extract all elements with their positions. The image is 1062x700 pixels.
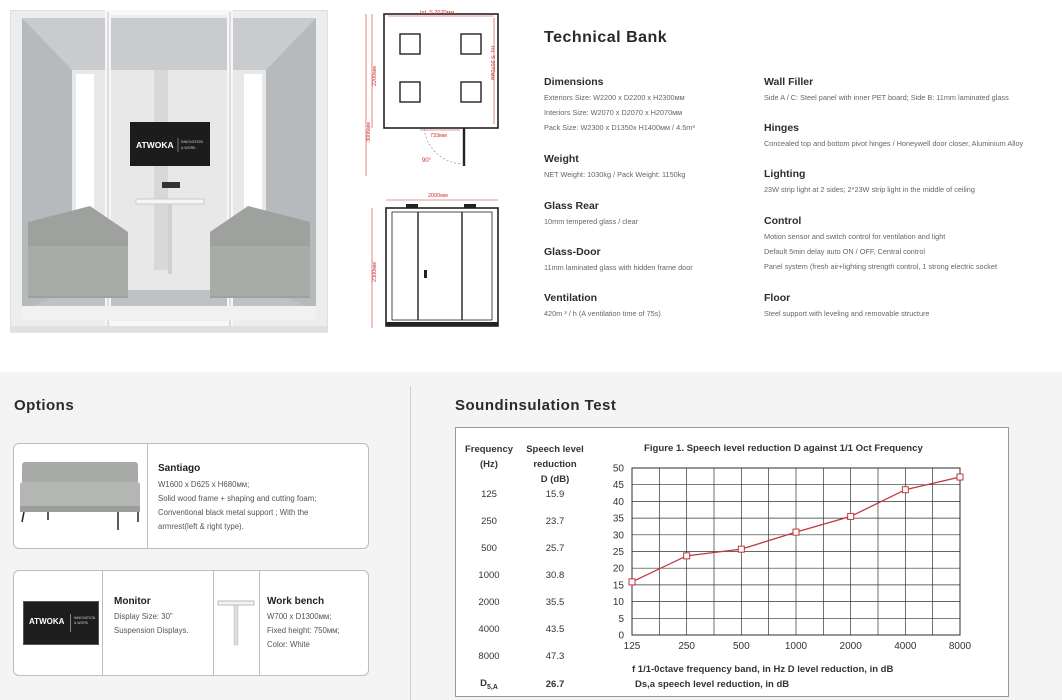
- data-point: [629, 579, 635, 585]
- spec-line: NET Weight: 1030kg / Pack Weight: 1150kg: [544, 170, 686, 179]
- front-width-label: 2000мм: [428, 193, 448, 199]
- chart-title: Figure 1. Speech level reduction D against 1/1 Oct Frequency: [644, 443, 923, 454]
- frequency-cell: 4000: [478, 624, 500, 635]
- x-tick-label: 4000: [894, 641, 917, 652]
- data-point: [957, 474, 963, 480]
- spec-line: 420m ³ / h (A ventilation time of 75s): [544, 309, 661, 318]
- technical-bank-title: Technical Bank: [544, 29, 668, 46]
- workbench-line: Color: White: [267, 640, 310, 649]
- dsa-label: $D_{5,A}$: [480, 678, 498, 691]
- santiago-line: Conventional black metal support ; With the: [158, 508, 309, 517]
- dsa-value: 26.7: [545, 679, 565, 690]
- section-divider: [410, 386, 411, 700]
- spec-lighting: [764, 168, 975, 194]
- spec-line: 23W strip light at 2 sides; 2*23W strip light in the middle of ceiling: [764, 185, 975, 194]
- spec-glass-door: [544, 246, 693, 272]
- front-elevation: [360, 188, 510, 336]
- reduction-cell: 15.9: [545, 489, 565, 500]
- santiago-card: [13, 443, 369, 549]
- spec-control: [764, 215, 997, 271]
- spec-line: Exteriors Size: W2200 x D2200 x H2300мм: [544, 93, 685, 102]
- monitor-logo: ATWOKA: [29, 617, 65, 626]
- santiago-name: Santiago: [158, 463, 201, 474]
- workbench-image: [214, 593, 260, 653]
- santiago-line: armrest(left & right type).: [158, 522, 244, 531]
- santiago-line: Solid wood frame + shaping and cutting foam;: [158, 494, 317, 503]
- spec-heading: Glass Rear: [544, 200, 599, 212]
- data-point: [793, 529, 799, 535]
- card-divider: [259, 571, 260, 675]
- frequency-cell: 1000: [478, 570, 500, 581]
- frequency-cell: 500: [481, 543, 497, 554]
- x-tick-label: 2000: [839, 641, 862, 652]
- spec-heading: Ventilation: [544, 292, 598, 304]
- y-tick-label: 10: [612, 597, 624, 609]
- plan-outer-label: 3006мм: [366, 122, 372, 142]
- soundinsulation-title: Soundinsulation Test: [455, 397, 617, 414]
- frequency-cell: 2000: [478, 597, 500, 608]
- x-tick-label: 1000: [784, 641, 808, 652]
- spec-line: 10mm tempered glass / clear: [544, 217, 639, 226]
- data-point: [684, 553, 690, 559]
- workbench-line: W700 x D1300мм;: [267, 612, 332, 621]
- spec-heading: Weight: [544, 153, 579, 165]
- y-tick-label: 5: [618, 613, 624, 625]
- spec-glass-rear: [544, 200, 638, 226]
- x-tick-label: 500: [732, 641, 750, 652]
- plan-side-label: Int. S 2070мм: [489, 46, 495, 81]
- legend-line-1: f 1/1-0ctave frequency band, in Hz D level reduction, in dB: [632, 664, 894, 675]
- card-divider: [102, 571, 103, 675]
- spec-line: Motion sensor and switch control for ventilation and light: [764, 232, 946, 241]
- spec-heading: Control: [764, 215, 802, 227]
- reduction-cell: 30.8: [545, 570, 565, 581]
- monitor-line: Suspension Displays.: [114, 626, 189, 635]
- door-width-label: 733мм: [430, 133, 447, 139]
- options-title: Options: [14, 397, 75, 414]
- legend-line-2: Ds,a speech level reduction, in dB: [635, 679, 790, 690]
- workbench-line: Fixed height: 750мм;: [267, 626, 340, 635]
- monitor-image: ATWOKA INNOVATION & WORK: [23, 601, 99, 645]
- door-angle-label: 90°: [422, 158, 432, 164]
- spec-heading: Lighting: [764, 168, 806, 180]
- plan-width-label: Int. S 2070мм: [420, 10, 455, 16]
- spec-line: Default 5min delay auto ON / OFF, Central control: [764, 247, 926, 256]
- spec-heading: Floor: [764, 292, 791, 304]
- booth-logo: ATWOKA: [136, 140, 174, 150]
- spec-weight: [544, 153, 685, 179]
- booth-illustration: [10, 10, 328, 336]
- monitor-name: Monitor: [114, 596, 151, 607]
- y-tick-label: 35: [612, 513, 624, 525]
- x-tick-label: 125: [623, 641, 641, 652]
- reduction-cell: 47.3: [545, 651, 565, 662]
- spec-heading: Glass-Door: [544, 246, 601, 258]
- plan-drawing: [360, 6, 510, 184]
- card-divider: [147, 444, 148, 548]
- front-height-label: 2300мм: [372, 262, 378, 282]
- data-point: [738, 546, 744, 552]
- speech-level-chart: [596, 458, 996, 658]
- spec-heading: Dimensions: [544, 76, 604, 88]
- spec-hinges: [764, 122, 1023, 148]
- svg-text:INNOVATION: INNOVATION: [181, 140, 203, 144]
- spec-line: Concealed top and bottom pivot hinges / Honeywell door closer, Aluminium Alloy: [764, 139, 1024, 148]
- monitor-line: Display Size: 30": [114, 612, 173, 621]
- spec-heading: Hinges: [764, 122, 800, 134]
- spec-ventilation: [544, 292, 661, 318]
- y-tick-label: 30: [612, 530, 624, 542]
- spec-floor: [764, 292, 929, 318]
- sound-panel: [455, 427, 1009, 697]
- spec-line: Pack Size: W2300 x D1350x H1400мм / 4.5m³: [544, 123, 695, 132]
- spec-heading: Wall Filler: [764, 76, 814, 88]
- y-tick-label: 0: [618, 630, 624, 642]
- y-tick-label: 50: [612, 463, 624, 475]
- spec-line: 11mm laminated glass with hidden frame door: [544, 263, 693, 272]
- data-point: [902, 487, 908, 493]
- y-tick-label: 40: [612, 496, 624, 508]
- y-tick-label: 20: [612, 563, 624, 575]
- reduction-cell: 35.5: [545, 597, 565, 608]
- monitor-workbench-card: [13, 570, 369, 676]
- reduction-cell: 43.5: [545, 624, 565, 635]
- reduction-cell: 23.7: [545, 516, 565, 527]
- y-tick-label: 45: [612, 480, 624, 492]
- spec-wall-filler: [764, 76, 1009, 102]
- spec-line: Interiors Size: W2070 x D2070 x H2070мм: [544, 108, 683, 117]
- frequency-cell: 8000: [478, 651, 500, 662]
- sofa-image: [18, 454, 142, 538]
- spec-line: Side A / C: Steel panel with inner PET board; Side B: 11mm laminated glass: [764, 93, 1009, 102]
- frequency-cell: 125: [481, 489, 497, 500]
- frequency-cell: 250: [481, 516, 497, 527]
- svg-text:& WORK: & WORK: [181, 146, 196, 150]
- plan-height-label: 2200мм: [372, 66, 378, 86]
- x-tick-label: 8000: [948, 641, 972, 652]
- workbench-name: Work bench: [267, 596, 325, 607]
- spec-line: Steel support with leveling and removable structure: [764, 309, 930, 318]
- reduction-header: Speech level reduction D (dB): [526, 444, 584, 485]
- x-tick-label: 250: [678, 641, 696, 652]
- y-tick-label: 25: [612, 547, 624, 558]
- spec-dimensions: [544, 76, 695, 132]
- frequency-header: Frequency (Hz): [464, 444, 514, 470]
- santiago-line: W1600 x D625 x H680мм;: [158, 480, 250, 489]
- spec-line: Panel system (fresh air+lighting strength control, 1 strong electric socket: [764, 262, 997, 271]
- y-tick-label: 15: [612, 580, 624, 592]
- reduction-cell: 25.7: [545, 543, 565, 554]
- data-point: [848, 513, 854, 519]
